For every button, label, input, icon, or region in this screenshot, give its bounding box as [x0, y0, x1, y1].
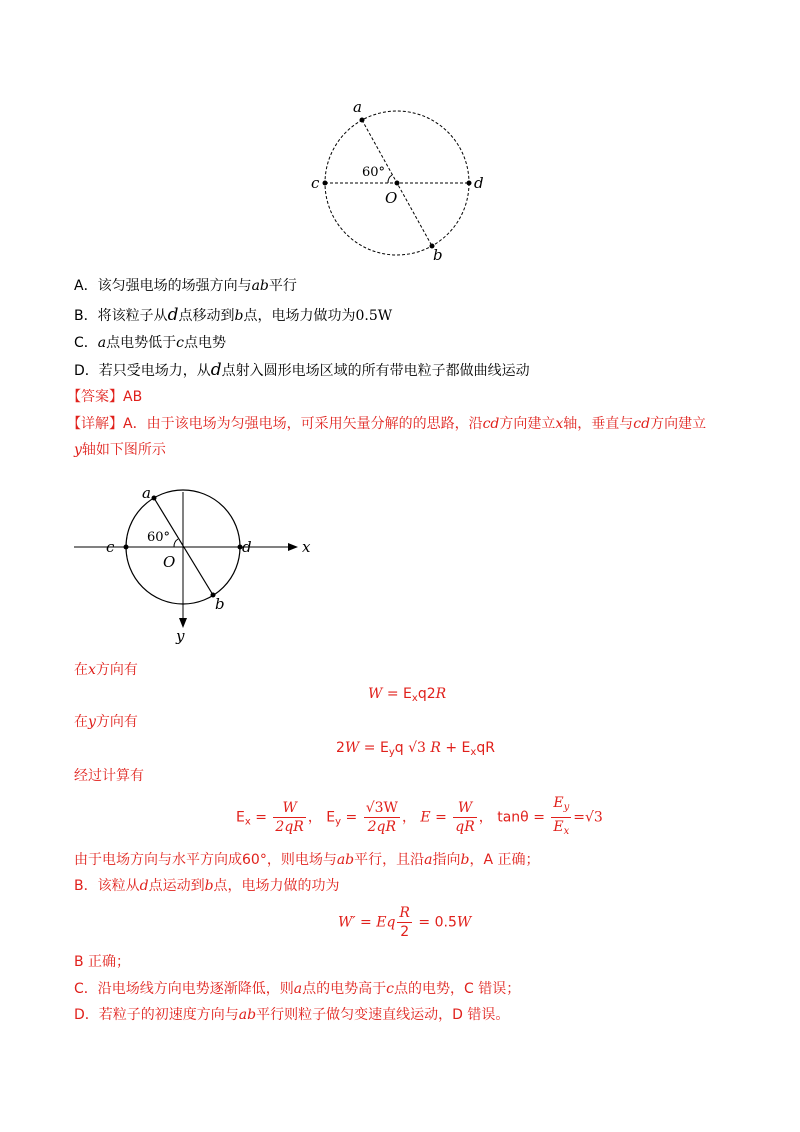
label-O-2: O: [163, 553, 176, 571]
step-x-direction: 在x方向有: [74, 662, 138, 678]
answer: 【答案】AB: [67, 389, 143, 405]
option-a: A．该匀强电场的场强方向与ab平行: [74, 278, 297, 294]
figure-circle-1: [300, 95, 500, 265]
point-d: [467, 181, 472, 186]
equation-4: W′ = Eq $\frac{R}{2}$ = 0.5W: [338, 905, 472, 940]
b-correct: B 正确；: [74, 954, 131, 970]
label-c: c: [311, 174, 320, 192]
conclusion-a: 由于电场方向与水平方向成60°，则电场与ab平行，且沿a指向b，A 正确；: [74, 852, 540, 868]
step-c: C．沿电场线方向电势逐渐降低，则a点的电势高于c点的电势，C 错误；: [74, 981, 521, 997]
angle-arc: [388, 175, 392, 183]
label-O: O: [385, 189, 398, 207]
label-angle: 60°: [362, 165, 386, 180]
label-d-2: d: [242, 538, 252, 556]
point-O: [395, 181, 400, 186]
label-c-2: c: [106, 538, 115, 556]
step-d: D．若粒子的初速度方向与ab平行则粒子做匀变速直线运动，D 错误。: [74, 1007, 510, 1023]
step-y-direction: 在y方向有: [74, 714, 138, 730]
label-a-2: a: [142, 484, 151, 502]
label-angle-2: 60°: [147, 530, 171, 545]
fraction-ey: $\frac{√3W}{2qR}$: [365, 800, 398, 835]
point-c-2: [124, 545, 129, 550]
label-x-axis: x: [302, 538, 311, 556]
label-a: a: [353, 98, 362, 116]
point-a-2: [152, 496, 157, 501]
label-y-axis: y: [176, 627, 185, 645]
fraction-r-over-2: $\frac{R}{2}$: [399, 905, 410, 940]
figure-circle-2: [70, 478, 320, 648]
step-calculation: 经过计算有: [74, 768, 144, 784]
option-b: B．将该粒子从d点移动到b点，电场力做功为0.5W: [74, 305, 393, 325]
equation-2: $2W = E_yq$ √3 $R + E_xqR$: [336, 740, 495, 758]
option-c: C．a点电势低于c点电势: [74, 335, 226, 351]
equation-1: $W = E_xq2R$: [368, 686, 447, 704]
fraction-ex: $\frac{W}{2qR}$: [275, 800, 304, 835]
point-c: [323, 181, 328, 186]
label-b-2: b: [215, 595, 225, 613]
label-d: d: [474, 174, 484, 192]
detail-line-2: y轴如下图所示: [74, 442, 166, 458]
step-b: B．该粒从d点运动到b点，电场力做的功为: [74, 878, 340, 894]
fraction-e: $\frac{W}{qR}$: [455, 800, 475, 835]
detail-line-1: 【详解】A．由于该电场为匀强电场，可采用矢量分解的的思路，沿cd方向建立x轴，垂直与cd方向建立: [67, 416, 707, 432]
equation-3: $E_x$ = $\frac{W}{2qR}$ ， $E_y$ = $\frac{√3W}{2qR}$ ， E = $\frac{W}{qR}$ ， tanθ = $\frac{E_y}{E_x}$ =√3: [236, 794, 603, 841]
label-b: b: [433, 246, 443, 264]
fraction-tan: $\frac{E_y}{E_x}$: [553, 795, 570, 837]
angle-arc-2: [174, 539, 178, 547]
point-a: [360, 118, 365, 123]
x-axis-arrow: [288, 543, 298, 551]
option-d: D．若只受电场力，从d点射入圆形电场区域的所有带电粒子都做曲线运动: [74, 360, 530, 380]
